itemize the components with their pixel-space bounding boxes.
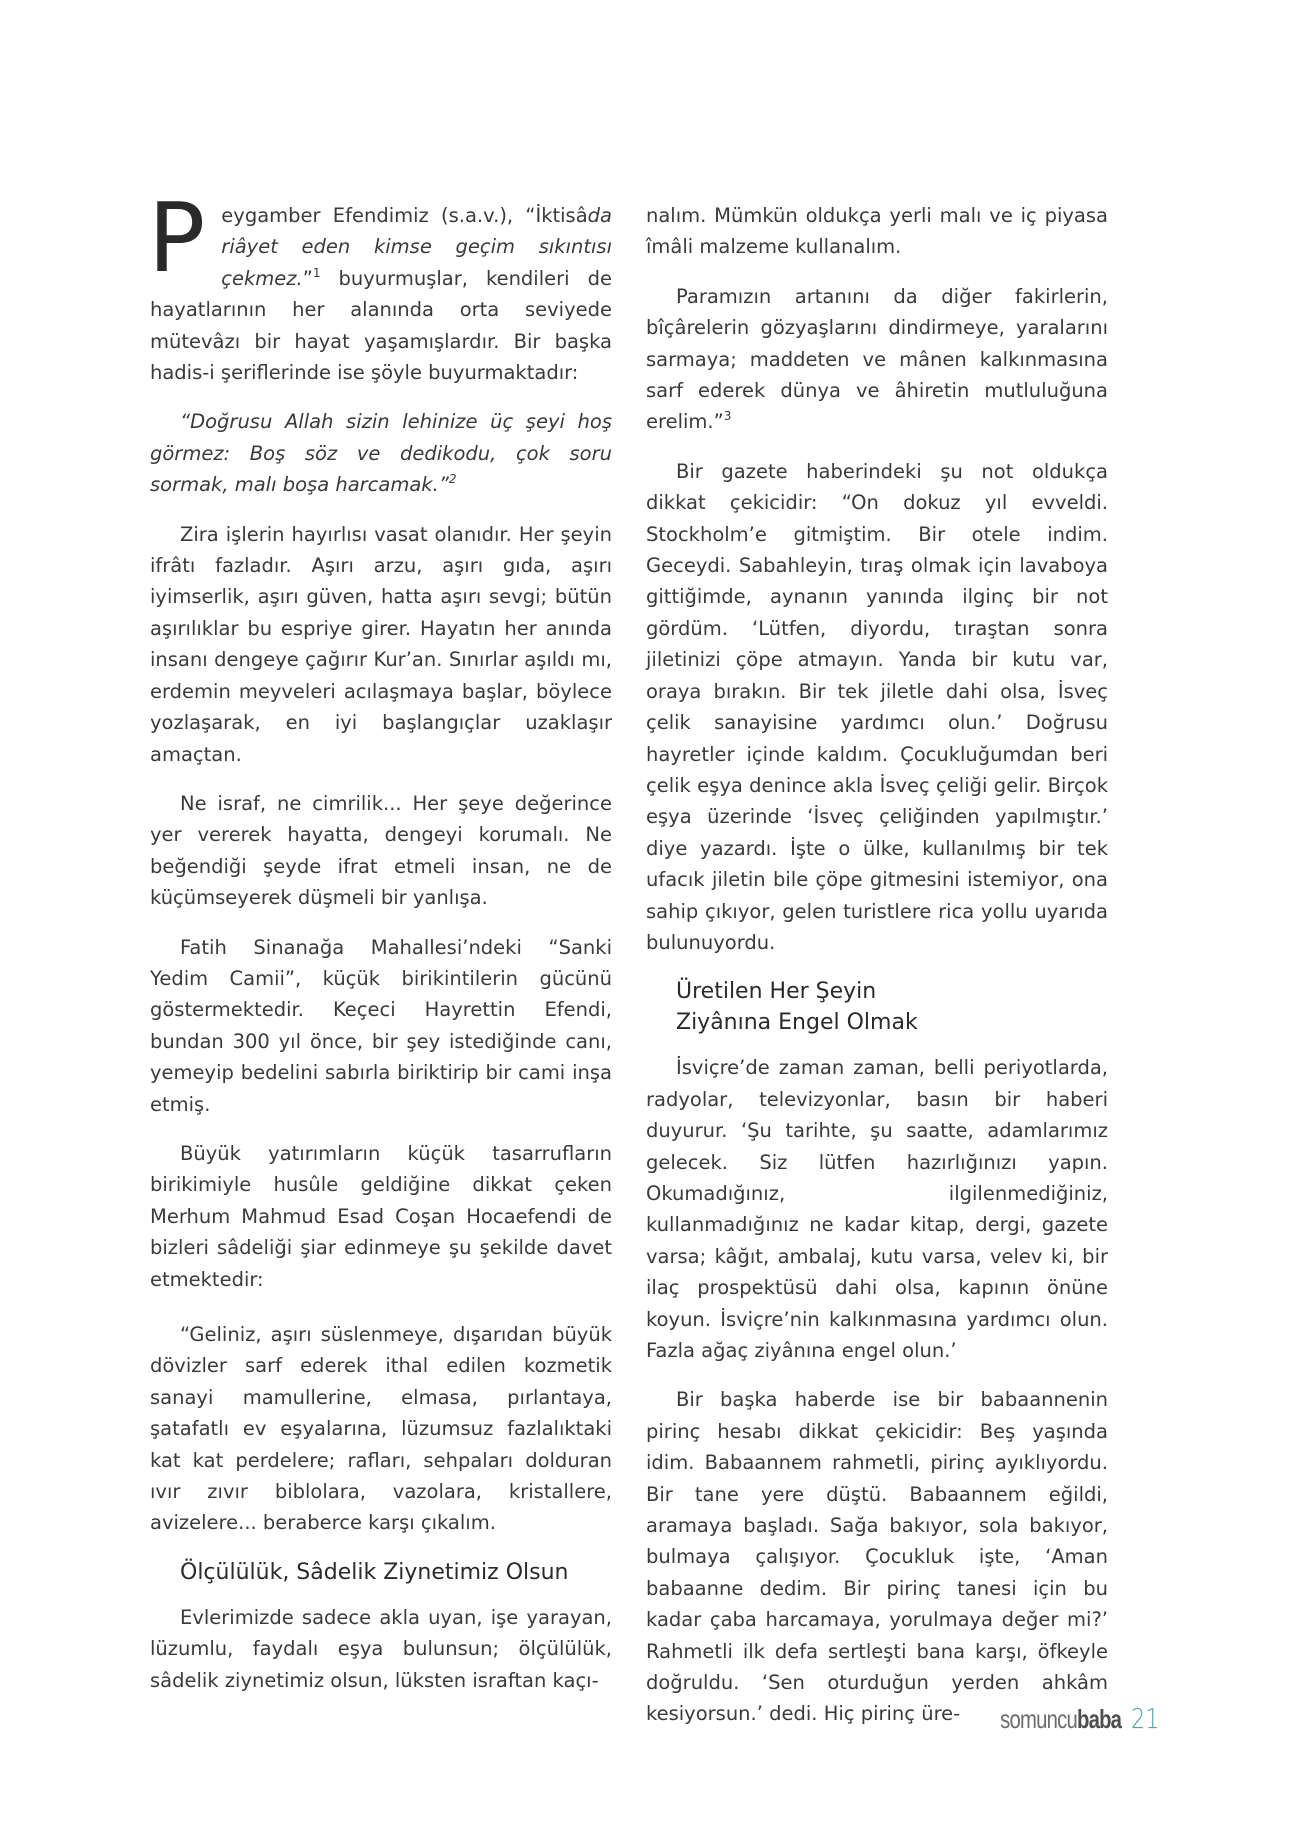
body-paragraph: Bir başka haberde ise bir babaannenin pirinç hesabı dikkat çekicidir: Beş yaşında idim. Babaannem rahmetli, pirinç ayıklıyordu. Bir tane yere düştü. Babaannem eğildi, aramaya başladı. Sağa bakıyor, sola bakıyor, bulmaya çalışıyor. Çocukluk işte, ‘Aman babaanne dedim. Bir pirinç tanesi için bu kadar çaba harcamaya, yorulmaya değer mi?’ Rahmetli ilk defa sertleşti bana karşı, öfkeyle doğruldu. ‘Sen oturduğun yerden ahkâm kesiyorsun.’ dedi. Hiç pirinç üre-: [646, 1388, 1108, 1726]
intro-quote-close: ”: [302, 266, 313, 290]
body-paragraph: Büyük yatırımların küçük tasarrufların birikimiyle husûle geldiğine dikkat çeken Merhum Mahmud Esad Coşan Hocaefendi de bizleri sâdeliği şiar edinmeye şu şekilde davet etmektedir:: [150, 1141, 612, 1291]
intro-text-start: eygamber Efendimiz (s.a.v.), “İktisâ: [221, 204, 588, 227]
body-paragraph: nalım. Mümkün oldukça yerli malı ve iç piyasa îmâli malzeme kullanalım.: [646, 204, 1108, 259]
section-heading: Ölçülülük, Sâdelik Ziynetimiz Olsun: [180, 1559, 569, 1585]
body-paragraph: Ne israf, ne cimrilik... Her şeye değerince yer vererek hayatta, dengeyi korumalı. Ne beğendiği şeyde ifrat etmeli insan, ne de küçümseyerek düşmeli bir yanlışa.: [150, 791, 612, 910]
magazine-logo: [1000, 1704, 1121, 1735]
body-paragraph: İsviçre’de zaman zaman, belli periyotlarda, radyolar, televizyonlar, basın bir haberi duyurur. ‘Şu tarihte, şu saatte, adamlarımız gelecek. Siz lütfen hazırlığınızı yapın. Okumadığınız, ilgilenmediğiniz, kullanmadığınız ne kadar kitap, dergi, gazete varsa; kâğıt, ambalaj, kutu varsa, velev ki, bir ilaç prospektüsü dahi olsa, kapının önüne koyun. İsviçre’nin kalkınmasına yardımcı olun. Fazla ağaç ziyânına engel olun.’: [646, 1056, 1108, 1362]
hadith-citation: da riâyet eden kimse geçim sıkıntısı çekmez.: [221, 204, 612, 290]
footnote-ref-1: 1: [312, 265, 321, 280]
left-column: [148, 184, 612, 1714]
quoted-paragraph: [646, 281, 1108, 438]
section-heading: [676, 976, 1108, 1038]
body-paragraph: Fatih Sinanağa Mahallesi’ndeki “Sanki Yedim Camii”, küçük birikintilerin gücünü göstermektedir. Keçeci Hayrettin Efendi, bundan 300 yıl önce, bir şey istediğinde canı, yemeyip bedelini sabırla biriktirip bir cami inşa etmiş.: [150, 935, 612, 1116]
body-paragraph: Zira işlerin hayırlısı vasat olanıdır. Her şeyin ifrâtı fazladır. Aşırı arzu, aşırı gıda, aşırı iyimserlik, aşırı güven, hatta aşırı sevgi; bütün aşırılıklar bu espriye girer. Hayatın her anında insanı dengeye çağırır Kur’an. Sınırlar aşıldı mı, erdemin meyveleri acılaşmaya başlar, böylece yozlaşarak, en iyi başlangıçlar uzaklaşır amaçtan.: [150, 522, 612, 766]
hadith-quote: [150, 406, 612, 500]
hadith-quote-text: “Doğrusu Allah sizin lehinize üç şeyi hoş görmez: Boş söz ve dedikodu, çok soru sormak, malı boşa harcamak.”: [150, 410, 612, 497]
footnote-ref-2: 2: [448, 472, 457, 487]
body-paragraph: Bir gazete haberindeki şu not oldukça dikkat çekicidir: “On dokuz yıl evveldi. Stockholm’e gitmiştim. Bir otele indim. Geceydi. Sabahleyin, tıraş olmak için lavaboya gittiğimde, aynanın yanında ilginç bir not gördüm. ‘Lütfen, diyordu, tıraştan sonra jiletinizi çöpe atmayın. Yanda bir kutu var, oraya bırakın. Bir tek jiletle dahi olsa, İsveç çelik sanayisine yardımcı olun.’ Doğrusu hayretler içinde kaldım. Çocukluğumdan beri çelik eşya denince akla İsveç çeliği gelir. Birçok eşya üzerinde ‘İsveç çeliğinden yapılmıştır.’ diye yazardı. İşte o ülke, kullanılmış bir tek ufacık jiletin bile çöpe gitmesini istemiyor, ona sahip çıkıyor, gelen turistlere rica yollu uyarıda bulunuyordu.: [646, 459, 1108, 954]
logo-bold-text: baba: [1076, 1704, 1122, 1734]
footnote-ref-3: 3: [723, 409, 732, 424]
section-heading-line-2: Ziyânına Engel Olmak: [676, 1010, 918, 1036]
intro-paragraph: [148, 184, 612, 388]
page-number: 21: [1131, 1702, 1160, 1735]
drop-cap: P: [148, 184, 206, 294]
body-paragraph: Evlerimizde sadece akla uyan, işe yarayan, lüzumlu, faydalı eşya bulunsun; ölçülülük, sâdelik ziynetimiz olsun, lüksten israftan kaçı-: [150, 1605, 612, 1692]
logo-light-text: somuncu: [1000, 1704, 1077, 1734]
section-heading-line-1: Üretilen Her Şeyin: [676, 979, 877, 1005]
page-footer: [966, 1702, 1167, 1735]
right-column: [646, 200, 1108, 1748]
quoted-paragraph-text: Paramızın artanını da diğer fakirlerin, bîçârelerin gözyaşlarını dindirmeye, yaralarını sarmaya; maddeten ve mânen kalkınmasına sarf ederek dünya ve âhiretin mutluluğuna erelim.”: [646, 284, 1108, 434]
intro-text-end: buyurmuşlar, kendileri de hayatlarının her alanında orta seviyede mütevâzı bir hayat yaşamışlardır. Bir başka hadis-i şeriflerinde ise şöyle buyurmaktadır:: [150, 266, 612, 385]
quoted-paragraph: “Geliniz, aşırı süslenmeye, dışarıdan büyük dövizler sarf ederek ithal edilen kozmetik sanayi mamullerine, elmasa, pırlantaya, şatafatlı ev eşyalarına, lüzumsuz fazlalıktaki kat kat perdelere; rafları, sehpaları dolduran ıvır zıvır biblolara, vazolara, kristallere, avizelere... beraberce karşı çıkalım.: [150, 1323, 612, 1535]
